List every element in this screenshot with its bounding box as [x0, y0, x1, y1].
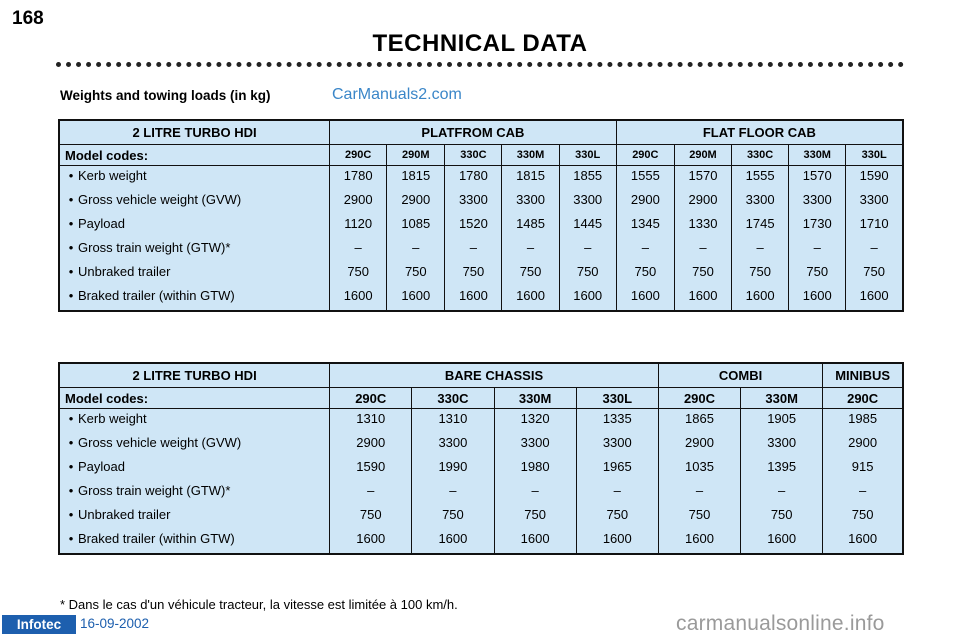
model-code: 330M — [502, 145, 559, 166]
cell-value: – — [859, 483, 867, 498]
model-code: 330M — [789, 145, 846, 166]
cell-value: 1310 — [356, 411, 386, 426]
cell-value: 1085 — [401, 216, 431, 231]
cell-value: 1980 — [520, 459, 550, 474]
cell-value: 1395 — [767, 459, 797, 474]
value-column — [559, 166, 616, 312]
cell-value: 750 — [606, 507, 629, 522]
cell-value: 1330 — [688, 216, 718, 231]
cell-value: 1600 — [848, 531, 878, 546]
model-code: 290C — [658, 388, 740, 409]
cell-value: 750 — [806, 264, 829, 279]
row-label: • Payload — [68, 216, 125, 231]
model-code: 330L — [846, 145, 903, 166]
cell-value: – — [695, 483, 704, 498]
cell-value: 1600 — [438, 531, 468, 546]
model-code: 330C — [732, 145, 789, 166]
cell-value: 1600 — [767, 531, 797, 546]
model-code: 330M — [494, 388, 576, 409]
model-code: 290C — [823, 388, 903, 409]
row-label: • Unbraked trailer — [68, 264, 171, 279]
group-header-platform-cab: PLATFROM CAB — [330, 120, 617, 145]
cell-value: 3300 — [458, 192, 488, 207]
cell-value: 1600 — [630, 288, 660, 303]
cell-value: 1965 — [602, 459, 632, 474]
cell-value: 750 — [692, 264, 714, 279]
cell-value: – — [756, 240, 764, 255]
cell-value: 750 — [749, 264, 771, 279]
cell-value: 3300 — [516, 192, 545, 207]
cell-value: 2900 — [848, 435, 878, 450]
cell-value: 915 — [851, 459, 874, 474]
cell-value: 1815 — [401, 168, 431, 183]
group-header-bare-chassis: BARE CHASSIS — [330, 363, 659, 388]
model-code: 290C — [616, 145, 674, 166]
cell-value: 750 — [442, 507, 464, 522]
footnote: * Dans le cas d'un véhicule tracteur, la vitesse est limitée à 100 km/h. — [60, 597, 458, 612]
cell-value: 2900 — [688, 192, 718, 207]
cell-value: 1445 — [573, 216, 603, 231]
cell-value: 1600 — [688, 288, 718, 303]
cell-value: 1985 — [848, 411, 878, 426]
cell-value: 1600 — [685, 531, 714, 546]
cell-value: 3300 — [438, 435, 468, 450]
group-header-engine: 2 LITRE TURBO HDI — [59, 120, 330, 145]
value-column — [658, 409, 740, 555]
cell-value: 2900 — [343, 192, 373, 207]
cell-value: 1600 — [520, 531, 550, 546]
row-label: • Braked trailer (within GTW) — [68, 288, 235, 303]
cell-value: 750 — [359, 507, 382, 522]
row-label: • Kerb weight — [68, 411, 147, 426]
cell-value: – — [354, 240, 362, 255]
group-header-row — [59, 363, 903, 388]
cell-value: 750 — [404, 264, 427, 279]
model-code: 330L — [576, 388, 658, 409]
model-code: 290M — [387, 145, 445, 166]
page-number: 168 — [12, 8, 44, 29]
value-column — [502, 166, 559, 312]
cell-value: 1590 — [356, 459, 386, 474]
model-code: 330L — [559, 145, 616, 166]
value-column — [576, 409, 658, 555]
values-row — [59, 166, 903, 312]
row-label: • Gross vehicle weight (GVW) — [68, 435, 242, 450]
cell-value: 750 — [576, 264, 599, 279]
value-column — [494, 409, 576, 555]
cell-value: 1780 — [458, 168, 488, 183]
cell-value: – — [778, 483, 786, 498]
cell-value: 1320 — [520, 411, 550, 426]
cell-value: 1815 — [516, 168, 545, 183]
model-code: 290C — [330, 388, 412, 409]
cell-value: 1600 — [802, 288, 832, 303]
infotec-logo: Infotec — [2, 615, 76, 634]
model-code: 330C — [445, 145, 502, 166]
section-heading: Weights and towing loads (in kg) — [60, 88, 271, 103]
cell-value: 1710 — [859, 216, 889, 231]
cell-value: 3300 — [602, 435, 632, 450]
model-codes-row — [59, 145, 903, 166]
row-label: • Gross train weight (GTW)* — [68, 483, 231, 498]
value-column — [330, 409, 412, 555]
cell-value: 750 — [524, 507, 546, 522]
cell-value: 1855 — [573, 168, 603, 183]
row-label: • Kerb weight — [68, 168, 147, 183]
value-column — [846, 166, 903, 312]
cell-value: 1120 — [344, 216, 373, 231]
cell-value: 1590 — [859, 168, 889, 183]
cell-value: 1555 — [630, 168, 660, 183]
cell-value: 1310 — [438, 411, 468, 426]
cell-value: 750 — [770, 507, 793, 522]
cell-value: 1600 — [859, 288, 889, 303]
cell-value: – — [641, 240, 649, 255]
value-column — [823, 409, 903, 555]
cell-value: 750 — [634, 264, 657, 279]
cell-value: 2900 — [630, 192, 660, 207]
model-codes-row — [59, 388, 903, 409]
row-label: • Unbraked trailer — [68, 507, 171, 522]
cell-value: 1780 — [343, 168, 373, 183]
cell-value: – — [813, 240, 821, 255]
cell-value: – — [531, 483, 539, 498]
cell-value: 3300 — [573, 192, 603, 207]
cell-value: 1745 — [745, 216, 775, 231]
row-label: • Gross train weight (GTW)* — [68, 240, 231, 255]
cell-value: 1570 — [688, 168, 718, 183]
row-labels — [59, 166, 330, 312]
group-header-flat-floor-cab: FLAT FLOOR CAB — [616, 120, 903, 145]
cell-value: 3300 — [802, 192, 832, 207]
cell-value: – — [870, 240, 878, 255]
model-code: 290C — [330, 145, 387, 166]
cell-value: 750 — [519, 264, 542, 279]
watermark-bottom: carmanualsonline.info — [676, 612, 885, 635]
value-column — [789, 166, 846, 312]
cell-value: 1905 — [767, 411, 797, 426]
cell-value: 2900 — [356, 435, 386, 450]
footer-date: 16-09-2002 — [80, 616, 150, 631]
watermark-top: CarManuals2.com — [332, 86, 462, 103]
cell-value: 1600 — [602, 531, 632, 546]
value-column — [330, 166, 387, 312]
cell-value: 1345 — [630, 216, 660, 231]
cell-value: 750 — [462, 264, 485, 279]
row-label: • Gross vehicle weight (GVW) — [68, 192, 242, 207]
model-codes-label: Model codes: — [59, 145, 330, 166]
value-column — [616, 166, 674, 312]
cell-value: 3300 — [767, 435, 797, 450]
cell-value: – — [584, 240, 592, 255]
model-codes-label: Model codes: — [59, 388, 330, 409]
values-row — [59, 409, 903, 555]
cell-value: 1035 — [685, 459, 714, 474]
cell-value: 1730 — [802, 216, 832, 231]
model-code: 290M — [674, 145, 731, 166]
value-column — [445, 166, 502, 312]
cell-value: 1520 — [458, 216, 488, 231]
value-column — [674, 166, 731, 312]
row-label: • Payload — [68, 459, 125, 474]
value-column — [412, 409, 494, 555]
value-column — [732, 166, 789, 312]
row-label: • Braked trailer (within GTW) — [68, 531, 235, 546]
cell-value: 3300 — [520, 435, 550, 450]
weights-table-chassis — [58, 362, 904, 555]
cell-value: 750 — [347, 264, 370, 279]
value-column — [387, 166, 445, 312]
cell-value: 1865 — [685, 411, 714, 426]
cell-value: 3300 — [859, 192, 889, 207]
group-header-row — [59, 120, 903, 145]
cell-value: 750 — [688, 507, 711, 522]
cell-value: 1570 — [802, 168, 832, 183]
cell-value: 750 — [851, 507, 874, 522]
cell-value: – — [367, 483, 375, 498]
cell-value: 1335 — [602, 411, 632, 426]
cell-value: 750 — [863, 264, 885, 279]
cell-value: – — [469, 240, 478, 255]
cell-value: – — [699, 240, 707, 255]
cell-value: 2900 — [685, 435, 714, 450]
group-header-minibus: MINIBUS — [823, 363, 903, 388]
cell-value: – — [412, 240, 420, 255]
cell-value: 1600 — [516, 288, 545, 303]
cell-value: 1600 — [458, 288, 488, 303]
weights-table-cab — [58, 119, 904, 312]
dotted-divider — [56, 62, 904, 67]
group-header-engine: 2 LITRE TURBO HDI — [59, 363, 330, 388]
cell-value: 2900 — [401, 192, 431, 207]
cell-value: 1600 — [343, 288, 373, 303]
group-header-combi: COMBI — [658, 363, 822, 388]
cell-value: – — [526, 240, 535, 255]
cell-value: – — [613, 483, 621, 498]
cell-value: 1990 — [438, 459, 468, 474]
cell-value: 1600 — [573, 288, 603, 303]
cell-value: 3300 — [745, 192, 775, 207]
row-labels — [59, 409, 330, 555]
page-title: TECHNICAL DATA — [372, 30, 588, 57]
cell-value: 1600 — [401, 288, 431, 303]
cell-value: 1600 — [745, 288, 775, 303]
cell-value: 1600 — [356, 531, 386, 546]
value-column — [741, 409, 823, 555]
cell-value: 1555 — [745, 168, 775, 183]
model-code: 330C — [412, 388, 494, 409]
cell-value: 1485 — [516, 216, 545, 231]
cell-value: – — [449, 483, 457, 498]
model-code: 330M — [741, 388, 823, 409]
